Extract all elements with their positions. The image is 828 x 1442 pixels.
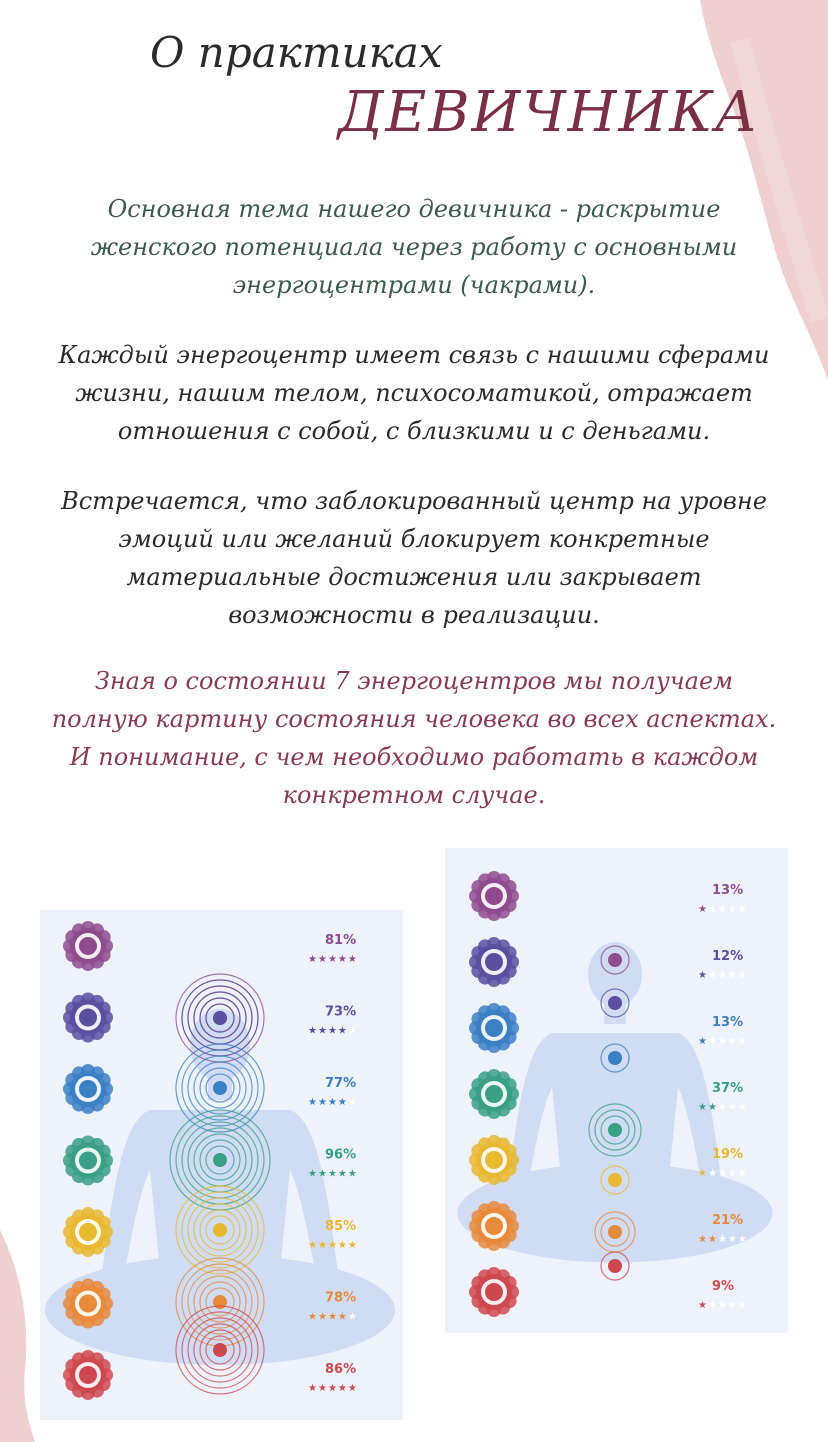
chakra-percent: 13% bbox=[712, 883, 744, 898]
title-line-2: ДЕВИЧНИКА bbox=[338, 80, 760, 145]
chakra-panel-balanced bbox=[40, 910, 403, 1420]
chakra-percent: 78% bbox=[325, 1290, 357, 1306]
throat-chakra-icon bbox=[63, 1064, 113, 1114]
heart-chakra-icon bbox=[469, 1069, 519, 1119]
paragraph-seven-centers: Зная о состоянии 7 энергоцентров мы получаем полную картину состояния человека во всех аспектах. И понимание, с чем необходимо работать в каждом конкретном случае. bbox=[51, 667, 777, 809]
chakra-percent: 13% bbox=[712, 1015, 744, 1030]
chakra-percent: 86% bbox=[325, 1362, 357, 1377]
chakra-rating-stars: ★★★★★ bbox=[698, 1168, 748, 1179]
paragraph-main-theme: Основная тема нашего девичника - раскрытие женского потенциала через работу с основными энергоцентрами (чакрами). bbox=[90, 195, 738, 299]
chakra-rating-stars: ★★★★★ bbox=[698, 1102, 748, 1113]
chakra-rating-stars: ★★★★★ bbox=[698, 1234, 748, 1245]
chakra-percent: 81% bbox=[325, 933, 357, 948]
chakra-point-6 bbox=[595, 1212, 635, 1252]
chakra-rating-stars: ★★★★★ bbox=[308, 1025, 358, 1037]
crown-chakra-icon bbox=[469, 871, 519, 921]
throat-chakra-icon bbox=[469, 1003, 519, 1053]
chakra-percent: 73% bbox=[325, 1004, 357, 1020]
heart-chakra-icon bbox=[63, 1136, 113, 1186]
chakra-rating-stars: ★★★★★ bbox=[308, 1240, 358, 1251]
chakra-rating-stars: ★★★★★ bbox=[308, 1311, 358, 1323]
root-chakra-icon bbox=[63, 1350, 113, 1400]
chakra-rating-stars: ★★★★★ bbox=[698, 1300, 748, 1311]
title-line-1: О практиках bbox=[150, 28, 443, 77]
chakra-panel-blocked bbox=[445, 848, 788, 1333]
chakra-percent: 19% bbox=[712, 1147, 744, 1162]
chakra-rating-stars: ★★★★★ bbox=[698, 970, 748, 981]
brush-stroke-left bbox=[0, 1230, 40, 1442]
chakra-percent: 9% bbox=[712, 1279, 735, 1294]
chakra-rating-stars: ★★★★★ bbox=[308, 954, 358, 965]
meditation-figure-blocked bbox=[445, 848, 788, 1333]
chakra-percent: 21% bbox=[712, 1213, 744, 1228]
third-eye-chakra-icon bbox=[469, 937, 519, 987]
paragraph-blocked-center: Встречается, что заблокированный центр на уровне эмоций или желаний блокирует конкретные материальные достижения или закрывает возможности в реализации. bbox=[61, 487, 767, 629]
crown-chakra-icon bbox=[63, 921, 113, 971]
third-eye-chakra-icon bbox=[63, 993, 113, 1043]
meditation-figure-balanced bbox=[40, 910, 403, 1420]
chakra-percent: 12% bbox=[712, 949, 744, 964]
chakra-percent: 77% bbox=[325, 1076, 357, 1091]
chakra-rating-stars: ★★★★★ bbox=[308, 1168, 358, 1180]
chakra-rating-stars: ★★★★★ bbox=[308, 1097, 358, 1108]
root-chakra-icon bbox=[469, 1267, 519, 1317]
chakra-rating-stars: ★★★★★ bbox=[308, 1383, 358, 1394]
chakra-percent: 96% bbox=[325, 1147, 357, 1163]
chakra-percent: 85% bbox=[325, 1219, 357, 1234]
chakra-rating-stars: ★★★★★ bbox=[698, 904, 748, 915]
chakra-rating-stars: ★★★★★ bbox=[698, 1036, 748, 1047]
paragraph-energy-centers: Каждый энергоцентр имеет связь с нашими сферами жизни, нашим телом, психосоматикой, отражает отношения с собой, с близкими и с деньгами. bbox=[58, 341, 770, 445]
chakra-percent: 37% bbox=[712, 1081, 744, 1096]
